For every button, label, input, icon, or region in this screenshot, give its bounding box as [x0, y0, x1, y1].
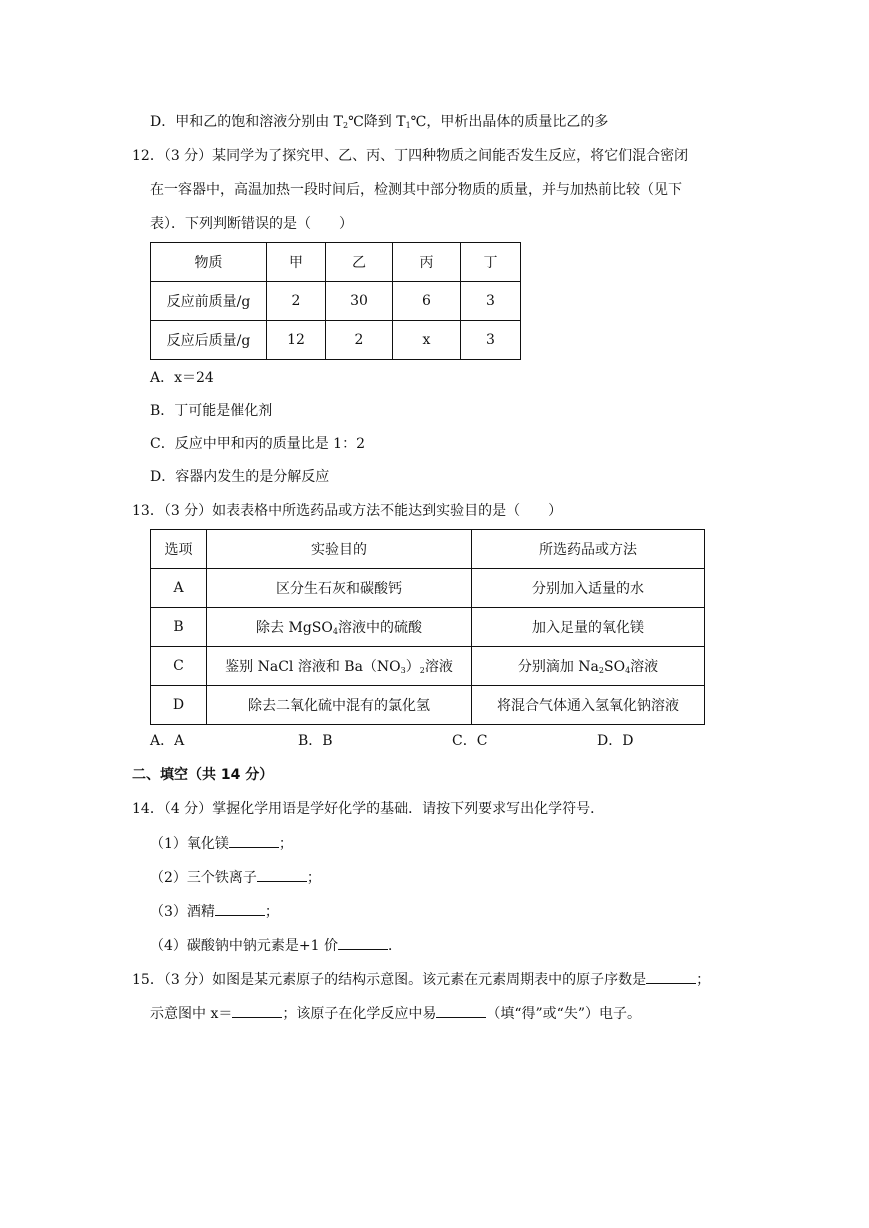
q13-experiment-table: [150, 529, 705, 725]
table-cell: 乙: [326, 243, 393, 282]
q14-part-2: [150, 867, 321, 888]
q14-part-4: [150, 935, 402, 956]
table-cell: [472, 647, 705, 686]
table-cell: D: [151, 686, 207, 725]
table-cell: 12: [267, 321, 326, 360]
subscript: 4: [332, 627, 338, 636]
cell-text: ）: [405, 659, 420, 675]
q12-stem-line3: 表）．下列判断错误的是（ ）: [150, 216, 353, 232]
part-label: （1）氧化镁: [150, 836, 229, 852]
q15-stem-line1: [132, 969, 710, 990]
cell-text: 鉴别 NaCl 溶液和 Ba（NO: [225, 659, 401, 675]
stem-text: （填“得”或“失”）电子。: [486, 1006, 641, 1022]
subscript: 4: [625, 666, 631, 675]
stem-text: ；该原子在化学反应中易: [282, 1006, 437, 1022]
table-row: [151, 321, 521, 360]
table-cell: 所选药品或方法: [472, 530, 705, 569]
q11-option-d-text: D．甲和乙的饱和溶液分别由 T: [150, 114, 344, 130]
answer-blank[interactable]: [646, 969, 696, 984]
table-cell: 区分生石灰和碳酸钙: [207, 569, 472, 608]
table-cell: 分别加入适量的水: [472, 569, 705, 608]
table-row: [151, 647, 705, 686]
q11-option-d-text: ℃降到 T: [348, 114, 406, 130]
stem-end: ；: [696, 972, 711, 988]
table-row: [151, 282, 521, 321]
cell-text: 溶液: [424, 659, 453, 675]
table-cell: 反应后质量/g: [151, 321, 267, 360]
table-cell: 丁: [461, 243, 521, 282]
cell-text: 溶液中的硫酸: [337, 620, 422, 636]
table-cell: 除去二氧化硫中混有的氯化氢: [207, 686, 472, 725]
answer-blank[interactable]: [257, 867, 307, 882]
cell-text: SO: [603, 659, 626, 675]
section-title: 二、填空（共 14 分）: [132, 767, 274, 783]
q11-option-d: [150, 112, 608, 136]
table-cell: 实验目的: [207, 530, 472, 569]
answer-blank[interactable]: [215, 901, 265, 916]
stem-text: 15．（3 分）如图是某元素原子的结构示意图。该元素在元素周期表中的原子序数是: [132, 972, 647, 988]
table-cell: 2: [326, 321, 393, 360]
table-cell: 将混合气体通入氢氧化钠溶液: [472, 686, 705, 725]
table-header-row: [151, 530, 705, 569]
q14-part-1: [150, 833, 293, 854]
table-cell: 30: [326, 282, 393, 321]
stem-text: 示意图中 x＝: [150, 1006, 233, 1022]
q12-option-a: A．x＝24: [150, 370, 214, 386]
table-cell: 3: [461, 321, 521, 360]
q13-choice-d: D．D: [597, 733, 634, 749]
part-label: （3）酒精: [150, 904, 215, 920]
table-cell: 丙: [393, 243, 461, 282]
answer-blank[interactable]: [436, 1003, 486, 1018]
part-end: ；: [278, 836, 293, 852]
cell-text: 除去 MgSO: [256, 620, 333, 636]
subscript: 2: [343, 121, 349, 130]
table-cell: 6: [393, 282, 461, 321]
table-header-row: [151, 243, 521, 282]
table-cell: 甲: [267, 243, 326, 282]
part-end: ．: [388, 938, 402, 954]
answer-blank[interactable]: [338, 935, 388, 950]
subscript: 2: [598, 666, 604, 675]
table-cell: 选项: [151, 530, 207, 569]
table-cell: 3: [461, 282, 521, 321]
q11-option-d-text: ℃，甲析出晶体的质量比乙的多: [410, 114, 609, 130]
subscript: 2: [419, 666, 425, 675]
q12-stem-line1: 12．（3 分）某同学为了探究甲、乙、丙、丁四种物质之间能否发生反应，将它们混合密闭: [132, 148, 689, 164]
subscript: 3: [400, 666, 406, 675]
table-cell: [207, 647, 472, 686]
q14-part-3: [150, 901, 279, 922]
table-cell: 反应前质量/g: [151, 282, 267, 321]
q13-choice-a: A．A: [150, 733, 185, 749]
q12-option-b: B．丁可能是催化剂: [150, 403, 273, 419]
cell-text: 分别滴加 Na: [517, 659, 599, 675]
q12-option-d: D．容器内发生的是分解反应: [150, 469, 330, 485]
table-cell: 物质: [151, 243, 267, 282]
table-row: [151, 569, 705, 608]
part-label: （2）三个铁离子: [150, 870, 257, 886]
table-cell: A: [151, 569, 207, 608]
table-row: [151, 608, 705, 647]
q13-choice-b: B．B: [298, 733, 333, 749]
answer-blank[interactable]: [232, 1003, 282, 1018]
q13-choice-c: C．C: [452, 733, 488, 749]
table-cell: B: [151, 608, 207, 647]
table-cell: [207, 608, 472, 647]
part-end: ；: [306, 870, 321, 886]
table-cell: 2: [267, 282, 326, 321]
q15-stem-line2: [150, 1003, 641, 1024]
part-label: （4）碳酸钠中钠元素是+1 价: [150, 938, 338, 954]
table-cell: 加入足量的氧化镁: [472, 608, 705, 647]
q13-stem: 13．（3 分）如表表格中所选药品或方法不能达到实验目的是（ ）: [132, 503, 563, 519]
q12-option-c: C．反应中甲和丙的质量比是 1：2: [150, 436, 365, 452]
q12-stem-line2: 在一容器中，高温加热一段时间后，检测其中部分物质的质量，并与加热前比较（见下: [150, 182, 682, 198]
q14-stem: 14．（4 分）掌握化学用语是学好化学的基础．请按下列要求写出化学符号．: [132, 801, 605, 817]
table-cell: x: [393, 321, 461, 360]
subscript: 1: [405, 121, 411, 130]
table-cell: C: [151, 647, 207, 686]
cell-text: 溶液: [630, 659, 659, 675]
table-row: [151, 686, 705, 725]
answer-blank[interactable]: [229, 833, 279, 848]
part-end: ；: [264, 904, 279, 920]
q12-mass-table: [150, 242, 521, 360]
